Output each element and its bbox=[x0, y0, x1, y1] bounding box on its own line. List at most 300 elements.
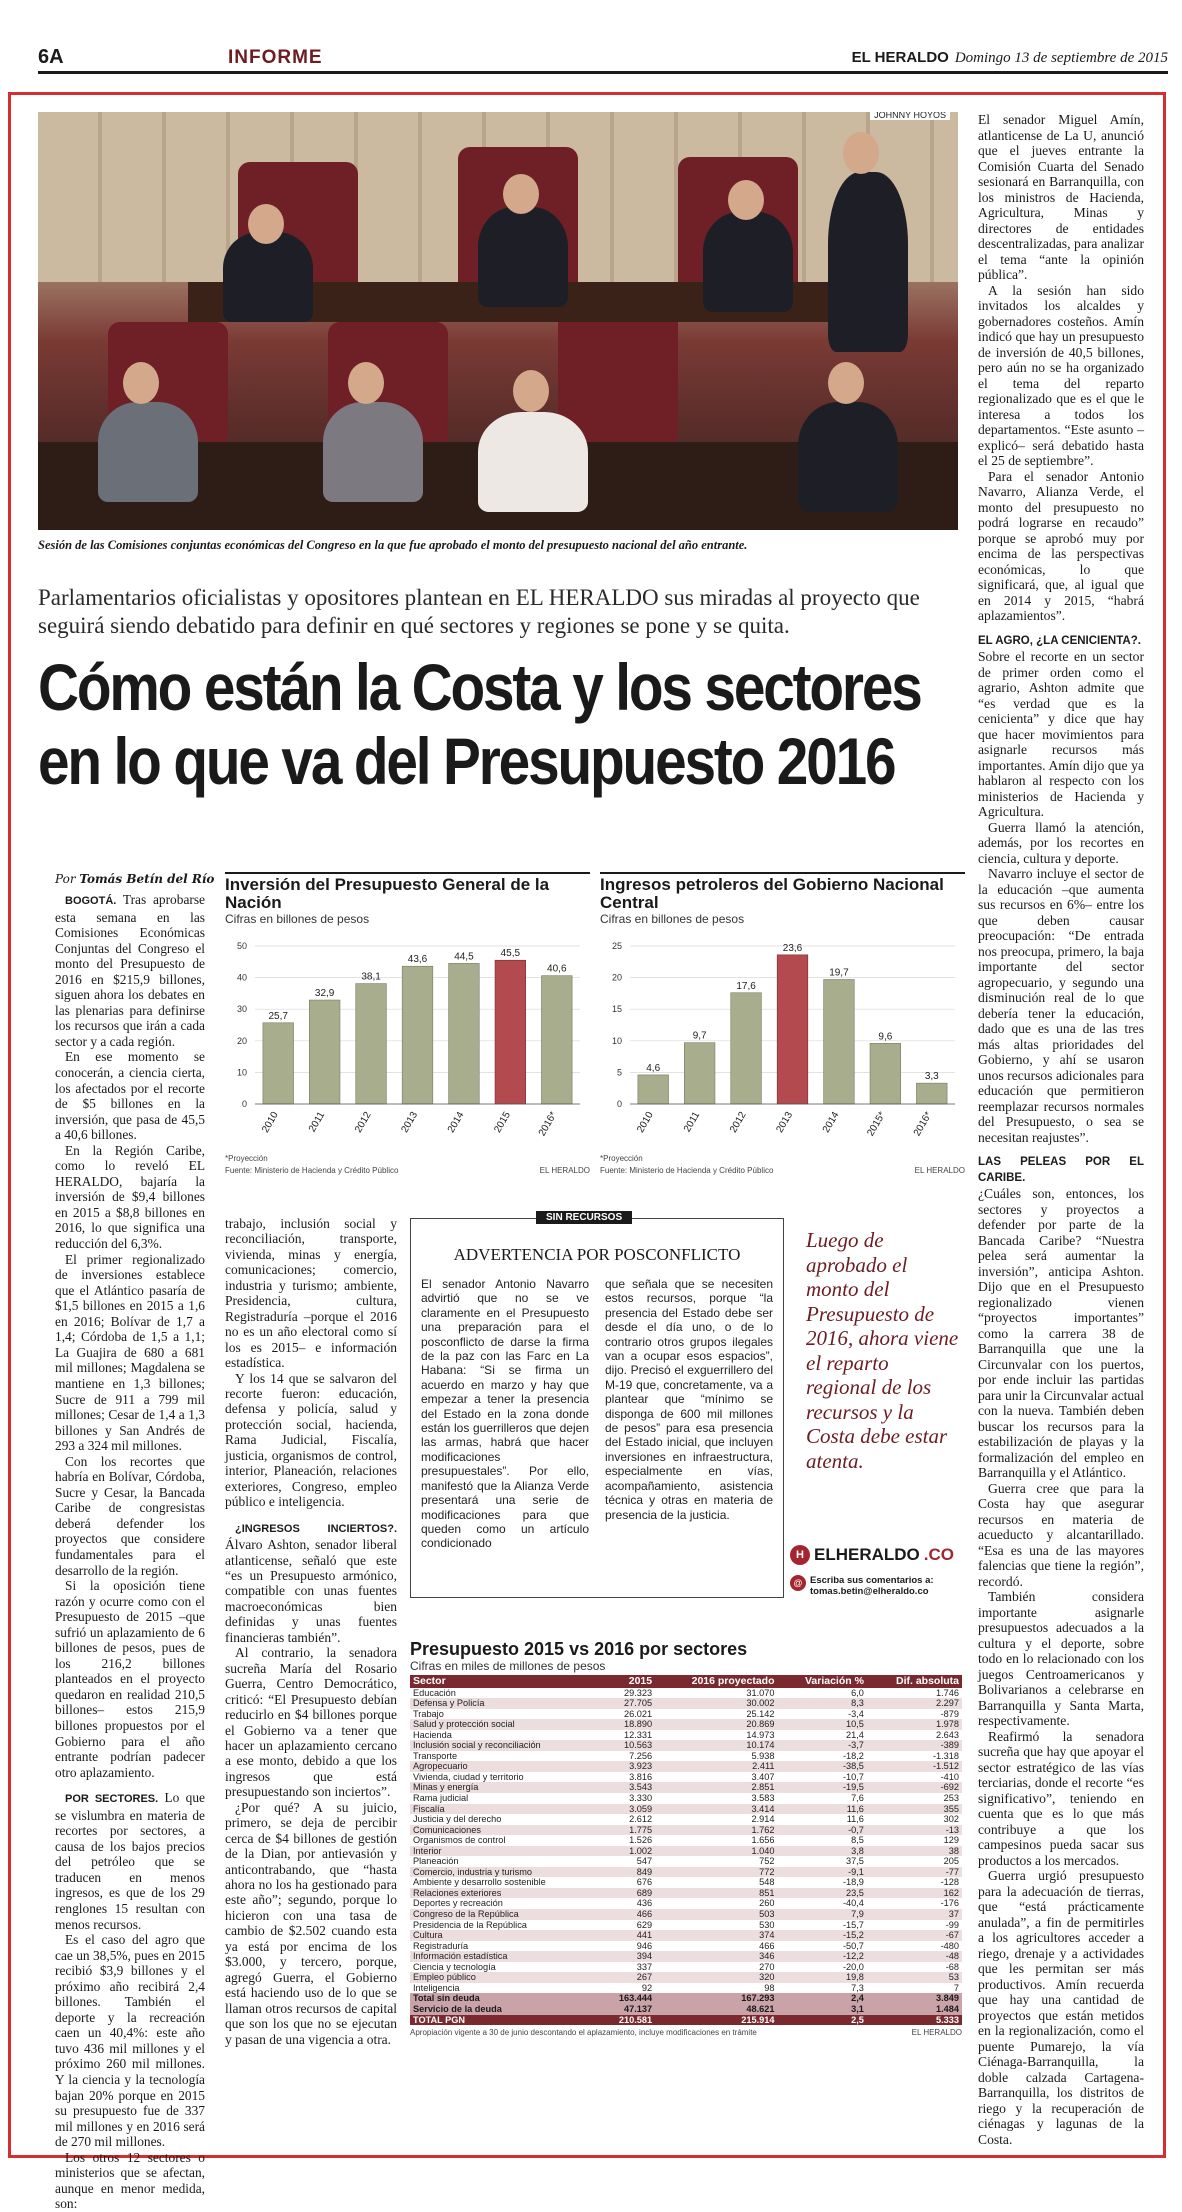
paragraph: Si la oposición tiene razón y ocurre como con el Presupuesto de 2015 –que sufrió un aplazamiento de 6 billones de pesos, pues de los 216,2 billones planteados en el proyecto quedaron en realidad 210,5 billones– estos 215,9 billones propuestos por el Gobierno para el año entrante podrían padecer otro aplazamiento. bbox=[55, 1578, 205, 1780]
data-table bbox=[410, 1675, 962, 2025]
table-cell: 1.746 bbox=[936, 1687, 959, 1698]
table-cell: 3,8 bbox=[777, 1846, 866, 1857]
table-cell: 7 bbox=[953, 1982, 959, 1993]
table-cell: 8,3 bbox=[777, 1698, 866, 1709]
chart-credit: EL HERALDO bbox=[914, 1166, 965, 1175]
table-header-cell: Dif. absoluta bbox=[867, 1675, 962, 1688]
table-cell: 548 bbox=[759, 1877, 775, 1888]
headline-line-1: Cómo están la Costa y los sectores bbox=[38, 650, 921, 724]
paragraph: En ese momento se conocerán, a ciencia cierta, los afectados por el recorte de $5 billones en la inversión, que pasa de 45,5 a 40,6 billones. bbox=[55, 1049, 205, 1143]
table-cell: Relaciones exteriores bbox=[410, 1888, 601, 1899]
table-cell: 2.297 bbox=[867, 1698, 962, 1709]
table-cell: 6,0 bbox=[851, 1687, 864, 1698]
paragraph: ¿Por qué? A su juicio, primero, se deja de percibir cerca de $4 billones de gestión de la Dian, por antievasión y anticontrabando, que “hasta ahora no los ha gestionado para este año”; segundo, porque lo hicieron con una tasa de cambio de $2.502 cuando esta ya está por encima de los $3.000, y tercero, porque, agregó Guerra, el Gobierno está haciendo uso de lo que se llaman otros recursos de capital que son los que no se ejecutan y pasan de una vigencia a otra. bbox=[225, 1799, 397, 2047]
table-cell: 337 bbox=[636, 1961, 653, 1972]
table-title: Presupuesto 2015 vs 2016 por sectores bbox=[410, 1639, 748, 1659]
table-row bbox=[410, 1740, 962, 1751]
table-cell: 31.070 bbox=[746, 1687, 775, 1698]
table-cell: -99 bbox=[945, 1919, 959, 1930]
bar-chart bbox=[225, 934, 590, 1154]
table-cell: 2.411 bbox=[655, 1761, 777, 1772]
headline-line-2: en lo que va del Presupuesto 2016 bbox=[38, 724, 895, 798]
table-cell: Deportes y recreación bbox=[413, 1898, 503, 1909]
publication-name: EL HERALDO bbox=[851, 48, 949, 66]
data-label: 44,5 bbox=[454, 951, 474, 963]
table-cell: 2.643 bbox=[936, 1729, 959, 1740]
data-label: 9,6 bbox=[878, 1031, 893, 1043]
bar bbox=[263, 1023, 294, 1104]
x-tick-label: 2013 bbox=[774, 1110, 796, 1135]
table-cell: 47.137 bbox=[601, 2004, 655, 2015]
table-cell: Hacienda bbox=[413, 1729, 452, 1740]
paragraph: Al contrario, la senadora sucreña María del Rosario Guerra, Centro Democrático, criticó: “El Presupuesto debían reducirlo en $4 billones porque el Gobierno va a tener que hacer un aplazamiento cercano a ese monto, debido a que los ingresos que está presupuestando son inciertos”. bbox=[225, 1645, 397, 1800]
table-row bbox=[410, 1920, 962, 1931]
table-cell: Inteligencia bbox=[413, 1982, 460, 1993]
y-tick-label: 5 bbox=[616, 1067, 622, 1078]
brand-tld: .CO bbox=[923, 1545, 955, 1564]
section-name: INFORME bbox=[228, 46, 323, 68]
y-tick-label: 0 bbox=[616, 1099, 622, 1109]
table-cell: 23,5 bbox=[777, 1888, 866, 1899]
photo bbox=[38, 112, 958, 530]
table-cell: -77 bbox=[867, 1867, 962, 1878]
x-tick-label: 2016* bbox=[911, 1110, 935, 1139]
table-row bbox=[410, 1688, 962, 1699]
paragraph-text: Álvaro Ashton, senador liberal atlanticense, señaló que este “es un Presupuesto armónico, compatible con unas fuentes macroeconómicas bien definidas y unas fuentes financieras también”. bbox=[225, 1537, 397, 1645]
bar bbox=[684, 1043, 715, 1104]
table-row bbox=[410, 1993, 962, 2004]
table-cell: -12,2 bbox=[777, 1951, 866, 1962]
headline bbox=[38, 650, 921, 798]
table-cell: Vivienda, ciudad y territorio bbox=[413, 1771, 524, 1782]
bar bbox=[824, 979, 855, 1104]
table-row bbox=[410, 1730, 962, 1741]
table-cell: 849 bbox=[601, 1867, 655, 1878]
chart-note: *Proyección bbox=[600, 1154, 643, 1163]
y-tick-label: 20 bbox=[611, 972, 622, 983]
bar bbox=[777, 955, 808, 1104]
table-cell: Interior bbox=[410, 1846, 601, 1857]
data-label: 4,6 bbox=[646, 1062, 661, 1074]
x-tick-label: 2011 bbox=[681, 1110, 703, 1135]
table-cell: Empleo público bbox=[410, 1972, 601, 1983]
table-cell: -879 bbox=[940, 1708, 959, 1719]
table-cell: 18.890 bbox=[601, 1719, 655, 1730]
y-tick-label: 20 bbox=[236, 1035, 247, 1046]
table-header-cell: Variación % bbox=[777, 1675, 866, 1688]
table-cell: 10.174 bbox=[655, 1740, 777, 1751]
table-cell: 8,5 bbox=[851, 1835, 864, 1846]
data-label: 23,6 bbox=[782, 942, 803, 954]
bar-chart bbox=[600, 934, 965, 1154]
table-cell: Transporte bbox=[413, 1750, 458, 1761]
table-cell: Planeación bbox=[413, 1856, 459, 1867]
budget-table bbox=[410, 1640, 962, 2037]
table-row bbox=[410, 1804, 962, 1815]
brand-logo bbox=[790, 1545, 960, 1565]
x-tick-label: 2012 bbox=[728, 1110, 749, 1135]
table-cell: -9,1 bbox=[777, 1867, 866, 1878]
paragraph bbox=[55, 1790, 205, 1932]
y-tick-label: 50 bbox=[236, 941, 247, 951]
data-label: 40,6 bbox=[547, 963, 567, 975]
table-row bbox=[410, 1793, 962, 1804]
data-label: 25,7 bbox=[268, 1010, 288, 1022]
chart-credit: EL HERALDO bbox=[539, 1166, 590, 1175]
table-cell: 38 bbox=[867, 1846, 962, 1857]
paragraph-text: Lo que se vislumbra en materia de recortes por sectores, a causa de los bajos precios del petróleo que se traducen en menos ingresos, es que de los 29 renglones 15 resultan con menos recursos. bbox=[55, 1790, 205, 1932]
x-tick-label: 2015* bbox=[865, 1110, 888, 1139]
table-cell: 772 bbox=[655, 1867, 777, 1878]
table-cell: 19,8 bbox=[777, 1972, 866, 1983]
date: Domingo 13 de septiembre de 2015 bbox=[954, 49, 1168, 66]
table-cell: 14.973 bbox=[746, 1729, 775, 1740]
table-cell: -128 bbox=[940, 1877, 959, 1888]
byline bbox=[55, 872, 214, 886]
table-cell: 37 bbox=[867, 1909, 962, 1920]
table-cell: 3.849 bbox=[867, 1993, 962, 2004]
table-cell: 162 bbox=[867, 1888, 962, 1899]
table-cell: 53 bbox=[867, 1972, 962, 1983]
table-cell: 3.330 bbox=[629, 1793, 653, 1804]
table-cell: 1.656 bbox=[751, 1835, 775, 1846]
data-label: 45,5 bbox=[500, 948, 521, 960]
table-row bbox=[410, 1856, 962, 1867]
byline-author: Tomás Betín del Río bbox=[79, 872, 215, 886]
table-cell: Cultura bbox=[410, 1930, 601, 1941]
table-cell: 5.333 bbox=[867, 2015, 962, 2026]
bar bbox=[916, 1083, 947, 1104]
table-cell: 2,5 bbox=[777, 2015, 866, 2026]
table-cell: 3.816 bbox=[629, 1771, 653, 1782]
table-cell: 48.621 bbox=[655, 2004, 777, 2015]
article-column-1 bbox=[55, 892, 205, 2212]
x-tick-label: 2011 bbox=[306, 1110, 328, 1135]
table-cell: -10,7 bbox=[842, 1771, 864, 1782]
table-cell: -48 bbox=[867, 1951, 962, 1962]
chart-source: Fuente: Ministerio de Hacienda y Crédito Público bbox=[600, 1166, 774, 1175]
table-header-cell: Sector bbox=[410, 1675, 601, 1688]
comment-label: Escriba sus comentarios a: bbox=[810, 1575, 934, 1586]
table-row bbox=[410, 1709, 962, 1720]
table-cell: -1.318 bbox=[932, 1750, 959, 1761]
table-cell: 2.914 bbox=[751, 1814, 775, 1825]
table-cell: 215.914 bbox=[655, 2015, 777, 2026]
x-tick-label: 2010 bbox=[635, 1110, 656, 1135]
comment-note bbox=[790, 1575, 960, 1597]
table-row bbox=[410, 1962, 962, 1973]
table-cell: 3.923 bbox=[601, 1761, 655, 1772]
table-cell: 689 bbox=[601, 1888, 655, 1899]
y-tick-label: 40 bbox=[236, 972, 247, 983]
chart-ingresos bbox=[600, 876, 965, 1181]
table-row bbox=[410, 1898, 962, 1909]
y-tick-label: 25 bbox=[611, 941, 622, 951]
table-cell: 3.414 bbox=[655, 1804, 777, 1815]
table-cell: 27.705 bbox=[601, 1698, 655, 1709]
bar bbox=[870, 1043, 901, 1104]
bar bbox=[731, 993, 762, 1104]
bar bbox=[402, 966, 433, 1104]
table-cell: -3,7 bbox=[777, 1740, 866, 1751]
paragraph: Sobre el recorte en un sector de primer orden como el agrario, Ashton admite que “es verdad que es la cenicienta” y dice que hay que hacer movimientos para asignarle recursos más importantes. Amín dijo que ya hablaron al respecto con los ministerios de Hacienda y Agricultura. bbox=[978, 649, 1144, 819]
table-cell: -0,7 bbox=[777, 1825, 866, 1836]
table-cell: 270 bbox=[759, 1961, 775, 1972]
table-cell: Agropecuario bbox=[410, 1761, 601, 1772]
chart-title: Ingresos petroleros del Gobierno Nacional Central bbox=[600, 875, 944, 912]
publication-date bbox=[852, 49, 1168, 67]
paragraph: Reafirmó la senadora sucreña que hay que apoyar el sector estratégico de las vías terciarias, donde el recorte “es significativo”, teniendo en cuenta que es lo que más contribuye a que los campesinos pueda sacar sus productos a los mercados. bbox=[978, 1728, 1144, 1868]
table-cell: Presidencia de la República bbox=[413, 1919, 527, 1930]
chart-note: *Proyección bbox=[225, 1154, 268, 1163]
heraldo-logo-icon: H bbox=[790, 1545, 810, 1565]
table-row bbox=[410, 1814, 962, 1825]
table-cell: -68 bbox=[945, 1961, 959, 1972]
dateline: BOGOTÁ. bbox=[65, 895, 117, 907]
table-cell: 441 bbox=[601, 1930, 655, 1941]
data-label: 32,9 bbox=[314, 988, 335, 1000]
table-cell: 25.142 bbox=[746, 1708, 775, 1719]
table-cell: 547 bbox=[636, 1856, 653, 1867]
table-row bbox=[410, 1825, 962, 1836]
table-cell: -410 bbox=[940, 1771, 959, 1782]
paragraph: El primer regionalizado de inversiones establece que el Atlántico pasaría de $1,5 billones en 2015 a 1,6 en 2016; Bolívar de 1,7 a 1,4; Córdoba de 1,5 a 1,1; La Guajira de 680 a 681 mil millones; Magdalena se mantiene en 1,3 billones; Sucre de 911 a 799 mil millones; Cesar de 1,4 a 1,3 billones y San Andrés de 293 a 324 mil millones. bbox=[55, 1251, 205, 1454]
table-cell: 466 bbox=[759, 1940, 775, 1951]
data-label: 43,6 bbox=[407, 954, 428, 966]
chart-rule bbox=[225, 872, 590, 874]
paragraph: Guerra llamó la atención, además, por los recortes en ciencia, cultura y deporte. bbox=[978, 819, 1144, 866]
x-tick-label: 2010 bbox=[260, 1110, 281, 1135]
table-cell: -38,5 bbox=[777, 1761, 866, 1772]
subhead: ¿INGRESOS INCIERTOS?. bbox=[235, 1522, 397, 1535]
table-cell: -176 bbox=[940, 1898, 959, 1909]
table-cell: -1.512 bbox=[867, 1761, 962, 1772]
sidebar-box bbox=[410, 1212, 784, 1598]
table-cell: 3.059 bbox=[601, 1804, 655, 1815]
table-cell: -13 bbox=[867, 1825, 962, 1836]
chart-source: Fuente: Ministerio de Hacienda y Crédito Público bbox=[225, 1166, 399, 1175]
article-column-2 bbox=[225, 1216, 397, 2047]
table-cell: -18,2 bbox=[842, 1750, 864, 1761]
table-cell: 11,6 bbox=[777, 1804, 866, 1815]
paragraph: En la Región Caribe, como lo reveló EL HERALDO, bajaría la inversión de $9,4 billones en 2015 a $8,8 billones en 2016, lo que significa una reducción del 6,3%. bbox=[55, 1142, 205, 1252]
data-label: 9,7 bbox=[692, 1030, 707, 1042]
x-tick-label: 2013 bbox=[399, 1110, 421, 1135]
table-cell: 7.256 bbox=[629, 1750, 653, 1761]
table-cell: 2.851 bbox=[655, 1782, 777, 1793]
y-tick-label: 10 bbox=[236, 1067, 247, 1078]
table-cell: 10,5 bbox=[777, 1719, 866, 1730]
table-subtitle: Cifras en miles de millones de pesos bbox=[410, 1659, 606, 1673]
y-tick-label: 0 bbox=[241, 1099, 247, 1109]
page-number: 6A bbox=[38, 46, 64, 68]
bar bbox=[309, 1000, 340, 1104]
paragraph: El senador Miguel Amín, atlanticense de La U, anunció que el jueves entrante la Comisión Cuarta del Senado sesionará en Barranquilla, con los ministros de Hacienda, Agricultura, Minas y directores de entidades descentralizadas, para analizar el tema “ante la opinión pública”. bbox=[978, 112, 1144, 282]
table-row bbox=[410, 2015, 962, 2026]
subhead: EL AGRO, ¿LA CENICIENTA?. bbox=[978, 634, 1141, 647]
paragraph: También considera importante asignarle presupuestos adecuados a la cultura y el deporte, sobre todo en lo relacionado con los juegos Centroamericanos y Bolivarianos a celebrarse en Barranquilla y Santa Marta, respectivamente. bbox=[978, 1589, 1144, 1728]
table-cell: 1.526 bbox=[629, 1835, 653, 1846]
table-cell: 37,5 bbox=[846, 1856, 864, 1867]
table-cell: Organismos de control bbox=[413, 1835, 506, 1846]
table-cell: 752 bbox=[759, 1856, 775, 1867]
table-header-cell: 2015 bbox=[601, 1675, 655, 1688]
table-cell: 167.293 bbox=[655, 1993, 777, 2004]
table-cell: Salud y protección social bbox=[410, 1719, 601, 1730]
table-cell: -480 bbox=[940, 1940, 959, 1951]
y-tick-label: 15 bbox=[611, 1004, 622, 1015]
table-cell: Trabajo bbox=[413, 1708, 444, 1719]
table-cell: 2.612 bbox=[629, 1814, 653, 1825]
table-cell: 629 bbox=[636, 1919, 653, 1930]
table-cell: Defensa y Policía bbox=[410, 1698, 601, 1709]
table-cell: 1.002 bbox=[601, 1846, 655, 1857]
table-cell: 92 bbox=[641, 1982, 653, 1993]
table-cell: 1.775 bbox=[601, 1825, 655, 1836]
chart-subtitle: Cifras en billones de pesos bbox=[225, 912, 370, 926]
table-row bbox=[410, 1867, 962, 1878]
deck: Parlamentarios oficialistas y opositores plantean en EL HERALDO sus miradas al proyecto que seguirá siendo debatido para definir en qué sectores y regiones se pone y se quita. bbox=[38, 585, 920, 638]
table-cell: Minas y energía bbox=[410, 1782, 601, 1793]
table-cell: 5.938 bbox=[751, 1750, 775, 1761]
table-cell: 436 bbox=[636, 1898, 653, 1909]
bar bbox=[495, 960, 526, 1104]
table-cell: Información estadística bbox=[410, 1951, 601, 1962]
comment-email[interactable]: tomas.betin@elheraldo.co bbox=[810, 1586, 929, 1597]
subhead: POR SECTORES. bbox=[65, 1793, 159, 1806]
table-cell: 7,6 bbox=[851, 1793, 864, 1804]
table-cell: TOTAL PGN bbox=[410, 2015, 601, 2026]
table-row bbox=[410, 1772, 962, 1783]
table-cell: 30.002 bbox=[655, 1698, 777, 1709]
table-cell: -692 bbox=[867, 1782, 962, 1793]
table-cell: Registraduría bbox=[413, 1940, 469, 1951]
paragraph: Navarro incluye el sector de la educación –que aumenta sus recursos en 6%– entre los que deben causar preocupación: “De entrada nos preocupa, primero, la baja importante del sector agropecuario, y segundo una disminución real de lo que debería tener la educación, dado que es una de las tres más altas prioridades del Gobierno, y ahí se usaron unos recursos adicionales para educación que permitieron reemplazar recursos normales del Presupuesto, o sea se necesitan reajustes”. bbox=[978, 866, 1144, 1145]
bar bbox=[449, 963, 480, 1104]
box-text-left: El senador Antonio Navarro advirtió que no se ve claramente en el Presupuesto una preparación para el posconflicto de darse la firma de la paz con las Farc en La Habana: “Si se firma un acuerdo en marzo y hay que empezar a tener la presencia del Estado en la zona donde están los guerrilleros que dejen las armas, habrá que hacer modificaciones presupuestales”. Por ello, manifestó que la Alianza Verde presentará una serie de modificaciones para que queden como un artículo condicionado bbox=[421, 1277, 589, 1551]
table-cell: 10.563 bbox=[601, 1740, 655, 1751]
table-footnote: Apropiación vigente a 30 de junio descontando el aplazamiento, incluye modificaciones en trámite bbox=[410, 2028, 757, 2038]
table-cell: Ambiente y desarrollo sostenible bbox=[413, 1877, 546, 1888]
table-cell: 503 bbox=[655, 1909, 777, 1920]
table-row bbox=[410, 1782, 962, 1793]
table-cell: Comercio, industria y turismo bbox=[410, 1867, 601, 1878]
data-label: 19,7 bbox=[829, 967, 849, 979]
table-row bbox=[410, 1751, 962, 1762]
paragraph: Y los 14 que se salvaron del recorte fueron: educación, defensa y policía, salud y protección social, hacienda, Rama Judicial, Fiscalía, justicia, organismos de control, interior, Planeación, relaciones exteriores, Congreso, empleo público e inteligencia. bbox=[225, 1370, 397, 1510]
table-row bbox=[410, 1719, 962, 1730]
table-row bbox=[410, 1835, 962, 1846]
table-cell: 355 bbox=[867, 1804, 962, 1815]
table-cell: 98 bbox=[764, 1982, 775, 1993]
x-tick-label: 2014 bbox=[820, 1110, 842, 1135]
table-cell: -15,2 bbox=[777, 1930, 866, 1941]
table-cell: 530 bbox=[759, 1919, 775, 1930]
table-footer bbox=[410, 2028, 962, 2037]
x-tick-label: 2016* bbox=[536, 1110, 560, 1139]
table-cell: 29.323 bbox=[624, 1687, 653, 1698]
x-tick-label: 2015 bbox=[492, 1110, 513, 1135]
y-tick-label: 30 bbox=[236, 1004, 247, 1015]
table-cell: 320 bbox=[655, 1972, 777, 1983]
table-row bbox=[410, 1983, 962, 1994]
table-cell: -18,9 bbox=[842, 1877, 864, 1888]
paragraph: Con los recortes que habría en Bolívar, Córdoba, Sucre y Cesar, la Bancada Caribe de congresistas deberá defender los proyectos que considere fundamentales para el desarrollo de la región. bbox=[55, 1453, 205, 1578]
table-cell: -20,0 bbox=[842, 1961, 864, 1972]
table-cell: Ciencia y tecnología bbox=[413, 1961, 496, 1972]
photo-credit: JOHNNY HOYOS bbox=[870, 112, 950, 120]
y-tick-label: 10 bbox=[611, 1035, 622, 1046]
data-label: 38,1 bbox=[361, 971, 381, 983]
table-cell: -389 bbox=[867, 1740, 962, 1751]
table-cell: 346 bbox=[655, 1951, 777, 1962]
table-cell: 205 bbox=[943, 1856, 959, 1867]
table-cell: Comunicaciones bbox=[410, 1825, 601, 1836]
table-cell: -19,5 bbox=[777, 1782, 866, 1793]
table-cell: -15,7 bbox=[842, 1919, 864, 1930]
table-cell: 851 bbox=[655, 1888, 777, 1899]
byline-prefix: Por bbox=[55, 872, 76, 886]
data-label: 3,3 bbox=[924, 1071, 939, 1083]
table-cell: 163.444 bbox=[601, 1993, 655, 2004]
table-cell: 7,9 bbox=[777, 1909, 866, 1920]
brand-name: ELHERALDO bbox=[814, 1545, 920, 1564]
box-tag: SIN RECURSOS bbox=[536, 1211, 632, 1224]
table-row bbox=[410, 1951, 962, 1962]
table-cell: 129 bbox=[943, 1835, 959, 1846]
table-cell: Educación bbox=[413, 1687, 456, 1698]
table-cell: Justicia y del derecho bbox=[413, 1814, 502, 1825]
table-cell: 253 bbox=[943, 1793, 959, 1804]
paragraph: Guerra urgió presupuesto para la adecuación de tierras, que “está prácticamente anulada”, a fin de permitirles a los agricultores acceder a riego, drenaje y a actividades que les permitan ser más productivos. Amín recuerda que hay una cantidad de proyectos que están metidos en la regionalización, como el puente Pumarejo, la vía Ciénaga-Barranquilla, la doble calzada Cartagena-Barranquilla, los distritos de riego y la recuperación de ciénagas y lagunas de la Costa. bbox=[978, 1868, 1144, 2147]
chart-subtitle: Cifras en billones de pesos bbox=[600, 912, 745, 926]
table-cell: 3,1 bbox=[777, 2004, 866, 2015]
table-cell: 676 bbox=[636, 1877, 653, 1888]
paragraph: ¿Cuáles son, entonces, los sectores y proyectos a defender por parte de la Bancada Caribe? “Nuestra pelea será aumentar la inversión”, anticipa Ashton. Dijo que en el Presupuesto regionalizado vienen “proyectos importantes” como la carrera 38 de Barranquilla que une la Circunvalar con los puertos, por ende incluir las partidas para unir la Circunvalar actual con la nueva. También deben buscar los recursos para la estabilización de playas y la formalización del empleo en Barranquilla y el Atlántico. bbox=[978, 1186, 1144, 1480]
table-row bbox=[410, 2004, 962, 2015]
table-cell: 394 bbox=[601, 1951, 655, 1962]
chart-rule bbox=[600, 872, 965, 874]
table-cell: -50,7 bbox=[842, 1940, 864, 1951]
table-cell: Fiscalía bbox=[410, 1804, 601, 1815]
table-cell: 12.331 bbox=[624, 1729, 653, 1740]
table-cell: 267 bbox=[601, 1972, 655, 1983]
table-cell: -3,4 bbox=[848, 1708, 864, 1719]
pull-quote: Luego de aprobado el monto del Presupuesto de 2016, ahora viene el reparto regional de los recursos y la Costa debe estar atenta. bbox=[806, 1228, 959, 1473]
paragraph: Para el senador Antonio Navarro, Alianza Verde, el monto del presupuesto no podrá lograrse en recaudo” porque se aprobó muy por encima de las perspectivas económicas, lo que significará, que, al igual que en 2014 y 2015, “habrá aplazamientos”. bbox=[978, 468, 1144, 623]
table-cell: 3.583 bbox=[751, 1793, 775, 1804]
table-row bbox=[410, 1941, 962, 1952]
table-cell: -67 bbox=[867, 1930, 962, 1941]
table-cell: 21,4 bbox=[846, 1729, 864, 1740]
bar bbox=[638, 1075, 669, 1104]
brand-block bbox=[790, 1545, 960, 1597]
table-cell: 1.978 bbox=[867, 1719, 962, 1730]
table-cell: 1.762 bbox=[655, 1825, 777, 1836]
x-tick-label: 2012 bbox=[353, 1110, 374, 1135]
box-title: ADVERTENCIA POR POSCONFLICTO bbox=[453, 1245, 741, 1264]
table-cell: Inclusión social y reconciliación bbox=[410, 1740, 601, 1751]
paragraph bbox=[225, 1520, 397, 1646]
table-cell: 946 bbox=[636, 1940, 653, 1951]
table-cell: -40,4 bbox=[842, 1898, 864, 1909]
article-column-3 bbox=[978, 112, 1144, 2147]
table-cell: 7,3 bbox=[851, 1982, 864, 1993]
box-text-right: que señala que se necesiten estos recursos, porque “la presencia del Estado debe ser desde el día uno, o de lo contrario otros grupos ilegales van a ocupar esos espacios”, dijo. Precisó el exguerrillero del M-19 que, concretamente, va a plantear que “mínimo se disponga de 600 mil millones de pesos” para esa presencia del Estado inicial, que incluyen inversiones en infraestructura, especialmente en vías, acompañamiento, asistencia técnica y otras en materia de presencia de la justicia. bbox=[605, 1277, 773, 1522]
paragraph: Es el caso del agro que cae un 38,5%, pues en 2015 recibió $3,9 billones y el próximo año recibirá 2,4 billones. También el deporte y la recreación caen un 40,4%: este año tuvo 436 mil millones y el próximo 260 mil millones. Y la ciencia y la tecnología bajan 20% porque en 2015 su presupuesto fue de 337 mil millones y en 2016 será de 270 mil millones. bbox=[55, 1932, 205, 2150]
table-cell: 210.581 bbox=[601, 2015, 655, 2026]
photo-caption: Sesión de las Comisiones conjuntas económicas del Congreso en la que fue aprobado el monto del presupuesto nacional del año entrante. bbox=[38, 538, 748, 552]
